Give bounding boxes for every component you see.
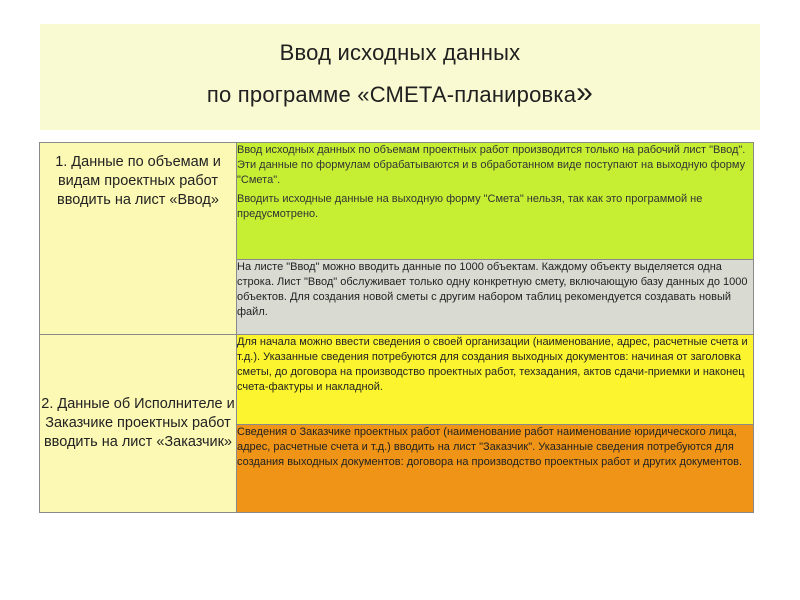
section-2-cell-yellow xyxy=(237,335,754,425)
slide-title-line-1: Ввод исходных данных xyxy=(279,40,521,65)
section-1-label: 1. Данные по объемам и видам проектных работ вводить на лист «Ввод» xyxy=(40,143,237,335)
instructions-table xyxy=(39,142,754,513)
table-row xyxy=(40,335,754,425)
section-1-paragraph-3: На листе "Ввод" можно вводить данные по 1000 объектам. Каждому объекту выделяется одна строка. Лист "Ввод" обслуживает только одну конкретную смету, включающую базу данных до 1000 объектов. Для создания новой сметы с другим набором таблиц рекомендуется создавать новый файл. xyxy=(237,261,748,318)
section-2-paragraph-2: Сведения о Заказчике проектных работ (наименование работ наименование юридического лица, адрес, расчетные счета и т.д.) вводить на лист "Заказчик". Указанные сведения потребуются для создания выходных документов: договора на производство проектных работ и других документов. xyxy=(237,426,743,468)
slide-title-line-2 xyxy=(40,76,760,109)
section-1-paragraph-1: Ввод исходных данных по объемам проектных работ производится только на рабочий лист "Ввод". Эти данные по формулам обрабатываются и в обработанном виде поступают на выходную форму "Смета". xyxy=(237,144,746,186)
section-2-label: 2. Данные об Исполнителе и Заказчике проектных работ вводить на лист «Заказчик» xyxy=(40,335,237,513)
title-band xyxy=(40,24,760,130)
slide-title-line-2-text: по программе «СМЕТА-планировка xyxy=(206,82,577,107)
closing-quote: » xyxy=(576,76,594,109)
section-2-paragraph-1: Для начала можно ввести сведения о своей организации (наименование, адрес, расчетные счета и т.д.). Указанные сведения потребуются для создания выходных документов: начиная от заголовка сметы, до договора на производство проектных работ, техзадания, актов сдачи-приемки и наконец счета-фактуры и накладной. xyxy=(237,336,748,393)
section-1-cell-grey xyxy=(237,260,754,335)
section-1-cell-green xyxy=(237,143,754,260)
section-1-paragraph-2: Вводить исходные данные на выходную форму "Смета" нельзя, так как это программой не предусмотрено. xyxy=(237,193,703,220)
section-2-cell-orange xyxy=(237,425,754,513)
table-row xyxy=(40,143,754,260)
